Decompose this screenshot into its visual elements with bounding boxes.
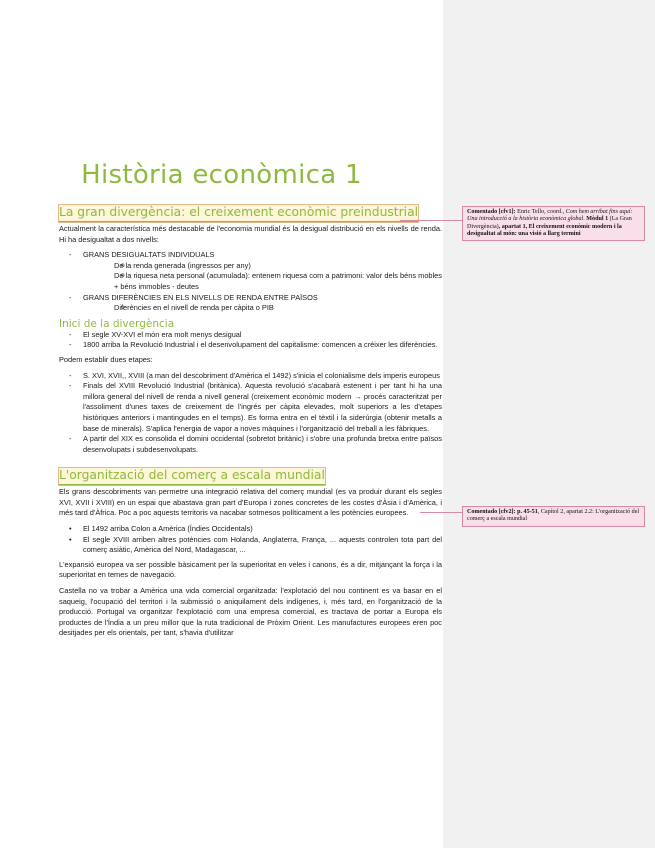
comment-text: , apartat 1, El creixement econòmic modern i la desigualtat al món: una visió a llarg termini bbox=[467, 223, 622, 237]
trade-list bbox=[59, 524, 442, 556]
comment-label: Comentado [cfv2]: bbox=[467, 509, 516, 515]
stages-list bbox=[59, 371, 442, 456]
sub-list bbox=[83, 303, 442, 314]
comment-cfv2[interactable] bbox=[462, 506, 645, 527]
paragraph: Els grans descobriments van permetre una integració relativa del comerç mundial (es va produir durant els segles XVI, XVII i XVIII) en un espai que abastava gran part d'Europa i zones concretes de les costes d'Àsia i d'Amèrica, i més tard d'Àfrica. Poc a poc aquests territoris va nacabar sotmesos políticament a les potències europees. bbox=[59, 487, 442, 518]
comment-text: Com hem arribat fins aquí: Una introducció a la història econòmica global bbox=[467, 209, 633, 223]
list-item: o De la renda generada (ingressos per any) bbox=[83, 261, 442, 272]
list-item: - A partir del XIX es consolida el domini occidental (sobretot britànic) i s'obre una profunda bretxa entre països desenvolupats i subdesenvolupats. bbox=[59, 434, 442, 455]
levels-list bbox=[59, 250, 442, 314]
list-item: o De la riquesa neta personal (acumulada): entenem riquesa com a patrimoni: valor dels béns mobles + béns immobles - deutes bbox=[83, 271, 442, 292]
document-title: Història econòmica 1 bbox=[81, 160, 362, 190]
comments-margin bbox=[443, 0, 655, 848]
list-item: - S. XVI, XVII,, XVIII (a man del descobriment d'Amèrica el 1492) s'inicia el colonialisme dels imperis europeus bbox=[59, 371, 442, 382]
list-item bbox=[59, 293, 442, 314]
paragraph: Castella no va trobar a Amèrica una vida comercial organitzada: l'explotació del nou continent es va basar en el saqueig, l'ocupació del territori i la submissió o aniquilament dels indígenes, i, més tard, en l'organització de la producció. Portugal va organitzar l'explotació com una empresa comercial, es tractava de portar a Europa els productes de l'Índia a un preu millor que la ruta tradicional de Pròxim Orient. Les manufactures europees eren poc desitjades per els orientals, per tant, s'havia d'utilitzar bbox=[59, 586, 442, 638]
comment-text: p. 45-51 bbox=[517, 509, 538, 515]
comment-text: Enric Tello, coord., bbox=[517, 209, 566, 215]
comment-label: Comentado [cfv1]: bbox=[467, 209, 516, 215]
comment-cfv1[interactable] bbox=[462, 206, 645, 241]
paragraph: L'expansió europea va ser possible bàsicament per la superioritat en veles i canons, és a dir, mitjançant la força i la superioritat en temes de navegació. bbox=[59, 559, 442, 580]
comment-connector bbox=[420, 512, 462, 513]
sub-list bbox=[83, 261, 442, 293]
list-item: o Diferències en el nivell de renda per càpita o PIB bbox=[83, 303, 442, 314]
list-item: - El segle XV-XVI el món era molt menys desigual bbox=[59, 330, 442, 341]
subsection-heading: Inici de la divergència bbox=[59, 317, 175, 330]
section-heading-gran-divergencia[interactable]: La gran divergència: el creixement econòmic preindustrial bbox=[59, 205, 418, 222]
divergence-list bbox=[59, 330, 442, 351]
document-body bbox=[59, 205, 442, 644]
comment-text: Mòdul 1 bbox=[586, 216, 609, 223]
list-item bbox=[59, 250, 442, 292]
list-item: - 1800 arriba la Revolució Industrial i el desenvolupament del capitalisme: comencen a créixer les diferències. bbox=[59, 340, 442, 351]
comment-text: . bbox=[583, 216, 587, 223]
list-item: - Finals del XVIII Revolució Industrial (britànica). Aquesta revolució s'acabarà estenent i per tant hi ha una millora general del nivell de renda a nivell general (creixement econòmic modern → procés caracteritzat per l'assoliment d'unes taxes de creixement de l'ingrés per càpita elevades, molt superiors a les d'etapes històriques anteriors i mantingudes en el temps). Es forma entra en el tèxtil i la siderúrgia (obtenir metalls a base de minerals). S'aplica l'energia de vapor a noves màquines i l'organització del treball a les fàbriques. bbox=[59, 381, 442, 434]
list-item: • El 1492 arriba Colon a Amèrica (Índies Occidentals) bbox=[59, 524, 442, 535]
list-item: • El segle XVIII arriben altres potències com Holanda, Anglaterra, França, ... aquests controlen tota part del comerç asiàtic, Amèrica del Nord, Madagascar, ... bbox=[59, 535, 442, 556]
comment-text: (La Gran Divergència) bbox=[467, 216, 632, 230]
paragraph: Actualment la característica més destacable de l'economia mundial és la desigual distribució en els nivells de renda. Hi ha desigualtat a dos nivells: bbox=[59, 224, 442, 244]
list-item-label: GRANS DESIGUALTATS INDIVIDUALS bbox=[83, 250, 215, 260]
comment-connector bbox=[400, 220, 462, 221]
section-heading-organitzacio-comerc[interactable]: L'organització del comerç a escala mundial bbox=[59, 468, 325, 485]
paragraph: Podem establir dues etapes: bbox=[59, 354, 153, 364]
comment-text: , Capítol 2, apartat 2.2: L'organització del comerç a escala mundial bbox=[467, 509, 640, 523]
list-item-label: GRANS DIFERÈNCIES EN ELS NIVELLS DE RENDA ENTRE PAÏSOS bbox=[83, 292, 318, 302]
